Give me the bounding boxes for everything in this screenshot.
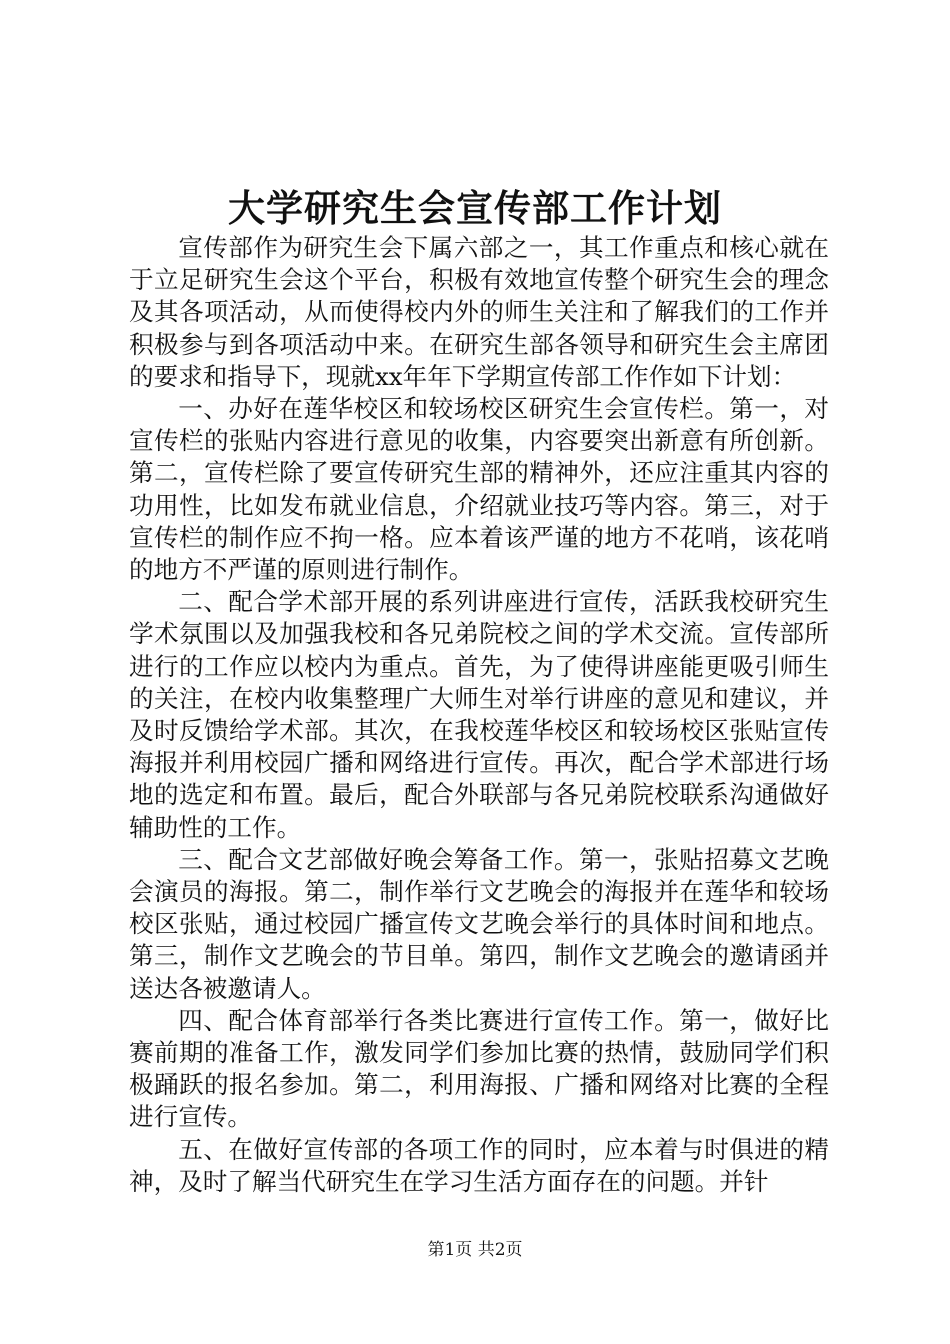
paragraph-4: 四、配合体育部举行各类比赛进行宣传工作。第一，做好比赛前期的准备工作，激发同学们参加比赛的热情，鼓励同学们积极踊跃的报名参加。第二，利用海报、广播和网络对比赛的全程进行宣传。 bbox=[129, 1005, 829, 1132]
paragraph-intro: 宣传部作为研究生会下属六部之一，其工作重点和核心就在于立足研究生会这个平台，积极有效地宣传整个研究生会的理念及其各项活动，从而使得校内外的师生关注和了解我们的工作并积极参与到各项活动中来。在研究生部各领导和研究生会主席团的要求和指导下，现就xx年年下学期宣传部工作作如下计划： bbox=[129, 233, 829, 391]
document-title: 大学研究生会宣传部工作计划 bbox=[228, 186, 722, 230]
page-number-footer: 第1页 共2页 bbox=[427, 1240, 523, 1260]
paragraph-1: 一、办好在莲华校区和较场校区研究生会宣传栏。第一，对宣传栏的张贴内容进行意见的收集，内容要突出新意有所创新。第二，宣传栏除了要宣传研究生部的精神外，还应注重其内容的功用性，比如发布就业信息，介绍就业技巧等内容。第三，对于宣传栏的制作应不拘一格。应本着该严谨的地方不花哨，该花哨的地方不严谨的原则进行制作。 bbox=[129, 394, 829, 585]
document-body bbox=[129, 232, 829, 1198]
paragraph-5: 五、在做好宣传部的各项工作的同时，应本着与时俱进的精神，及时了解当代研究生在学习生活方面存在的问题。并针 bbox=[129, 1134, 829, 1196]
paragraph-2: 二、配合学术部开展的系列讲座进行宣传，活跃我校研究生学术氛围以及加强我校和各兄弟院校之间的学术交流。宣传部所进行的工作应以校内为重点。首先，为了使得讲座能更吸引师生的关注，在校内收集整理广大师生对举行讲座的意见和建议，并及时反馈给学术部。其次，在我校莲华校区和较场校区张贴宣传海报并利用校园广播和网络进行宣传。再次，配合学术部进行场地的选定和布置。最后，配合外联部与各兄弟院校联系沟通做好辅助性的工作。 bbox=[129, 587, 829, 842]
paragraph-3: 三、配合文艺部做好晚会筹备工作。第一，张贴招募文艺晚会演员的海报。第二，制作举行文艺晚会的海报并在莲华和较场校区张贴，通过校园广播宣传文艺晚会举行的具体时间和地点。第三，制作文艺晚会的节目单。第四，制作文艺晚会的邀请函并送达各被邀请人。 bbox=[129, 844, 829, 1003]
